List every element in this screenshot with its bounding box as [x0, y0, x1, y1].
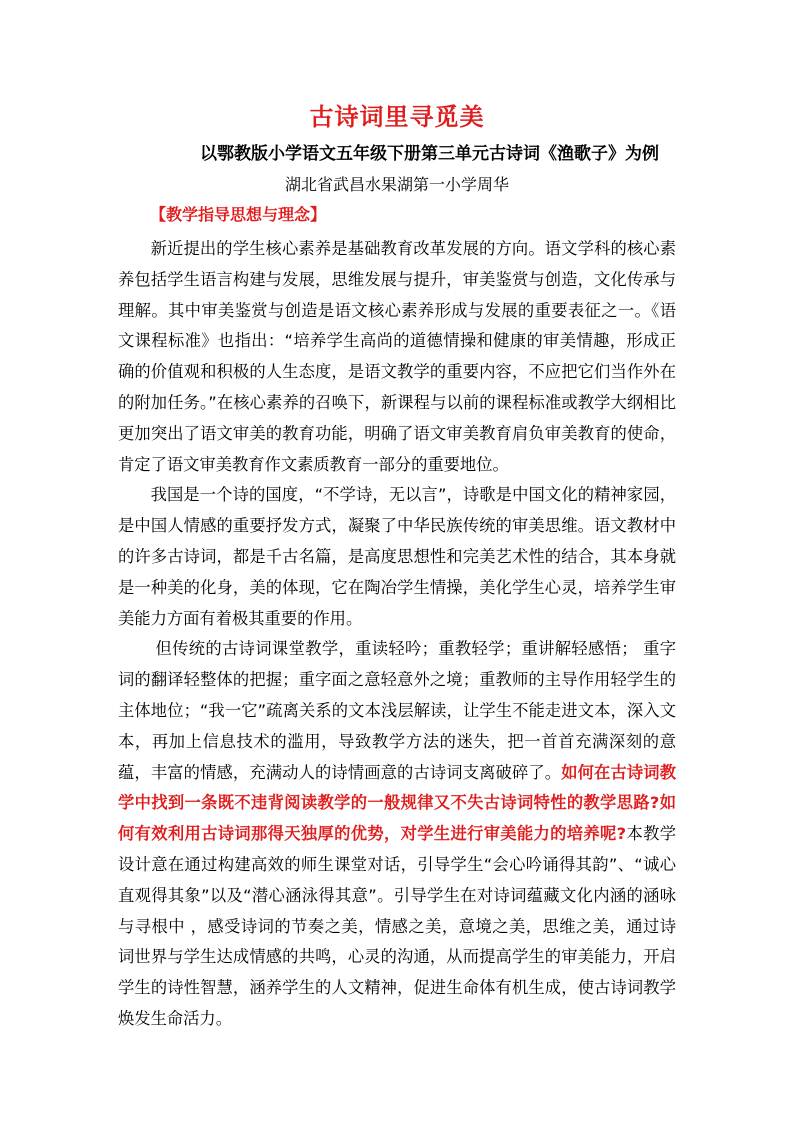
document-subtitle: 以鄂教版小学语文五年级下册第三单元古诗词《渔歌子》为例	[200, 144, 659, 164]
document-body	[118, 234, 676, 1035]
paragraph-3	[118, 634, 676, 1034]
section-heading: 【教学指导思想与理念】	[150, 205, 327, 224]
paragraph-2: 我国是一个诗的国度，“不学诗，无以言”，诗歌是中国文化的精神家园，是中国人情感的重要抒发方式，凝聚了中华民族传统的审美思维。语文教材中的许多古诗词，都是千古名篇，是高度思想性和完美艺术性的结合，其本身就是一种美的化身，美的体现，它在陶冶学生情操，美化学生心灵，培养学生审美能力方面有着极其重要的作用。	[118, 485, 676, 628]
paragraph-3-text-after: 本教学设计意在通过构建高效的师生课堂对话，引导学生“会心吟诵得其韵”、“诚心直观得其象”以及“潜心涵泳得其意”。引导学生在对诗词蕴藏文化内涵的涵咏与寻根中 ，感受诗词的节奏之美，情感之美，意境之美，思维之美，通过诗词世界与学生达成情感的共鸣，心灵的沟通，从而提高学生的审美能力，开启学生的诗性智慧，涵养学生的人文精神，促进生命体有机生成，使古诗词教学焕发生命活力。	[118, 824, 676, 1028]
paragraph-3-text-before: 但传统的古诗词课堂教学，重读轻吟；重教轻学；重讲解轻感悟； 重字词的翻译轻整体的把握；重字面之意轻意外之境；重教师的主导作用轻学生的主体地位；“我一它”疏离关系的文本浅层解读，让学生不能走进文本，深入文本，再加上信息技术的滥用，导致教学方法的迷失，把一首首充满深刻的意蕴，丰富的情感，充满动人的诗情画意的古诗词支离破碎了。	[118, 639, 676, 782]
paragraph-3-emphasis: 如何在古诗词教学中找到一条既不违背阅读教学的一般规律又不失古诗词特性的教学思路?如何有效利用古诗词那得天独厚的优势，对学生进行审美能力的培养呢?	[118, 762, 676, 844]
paragraph-1: 新近提出的学生核心素养是基础教育改革发展的方向。语文学科的核心素养包括学生语言构建与发展，思维发展与提升，审美鉴赏与创造，文化传承与理解。其中审美鉴赏与创造是语文核心素养形成与发展的重要表征之一。《语文课程标准》也指出：“培养学生高尚的道德情操和健康的审美情趣，形成正确的价值观和积极的人生态度，是语文教学的重要内容，不应把它们当作外在的附加任务。”在核心素养的召唤下，新课程与以前的课程标准或教学大纲相比更加突出了语文审美的教育功能，明确了语文审美教育肩负审美教育的使命，肯定了语文审美教育作文素质教育一部分的重要地位。	[118, 239, 676, 474]
document-author: 湖北省武昌水果湖第一小学周华	[284, 175, 509, 194]
document-title: 古诗词里寻觅美	[309, 102, 485, 131]
